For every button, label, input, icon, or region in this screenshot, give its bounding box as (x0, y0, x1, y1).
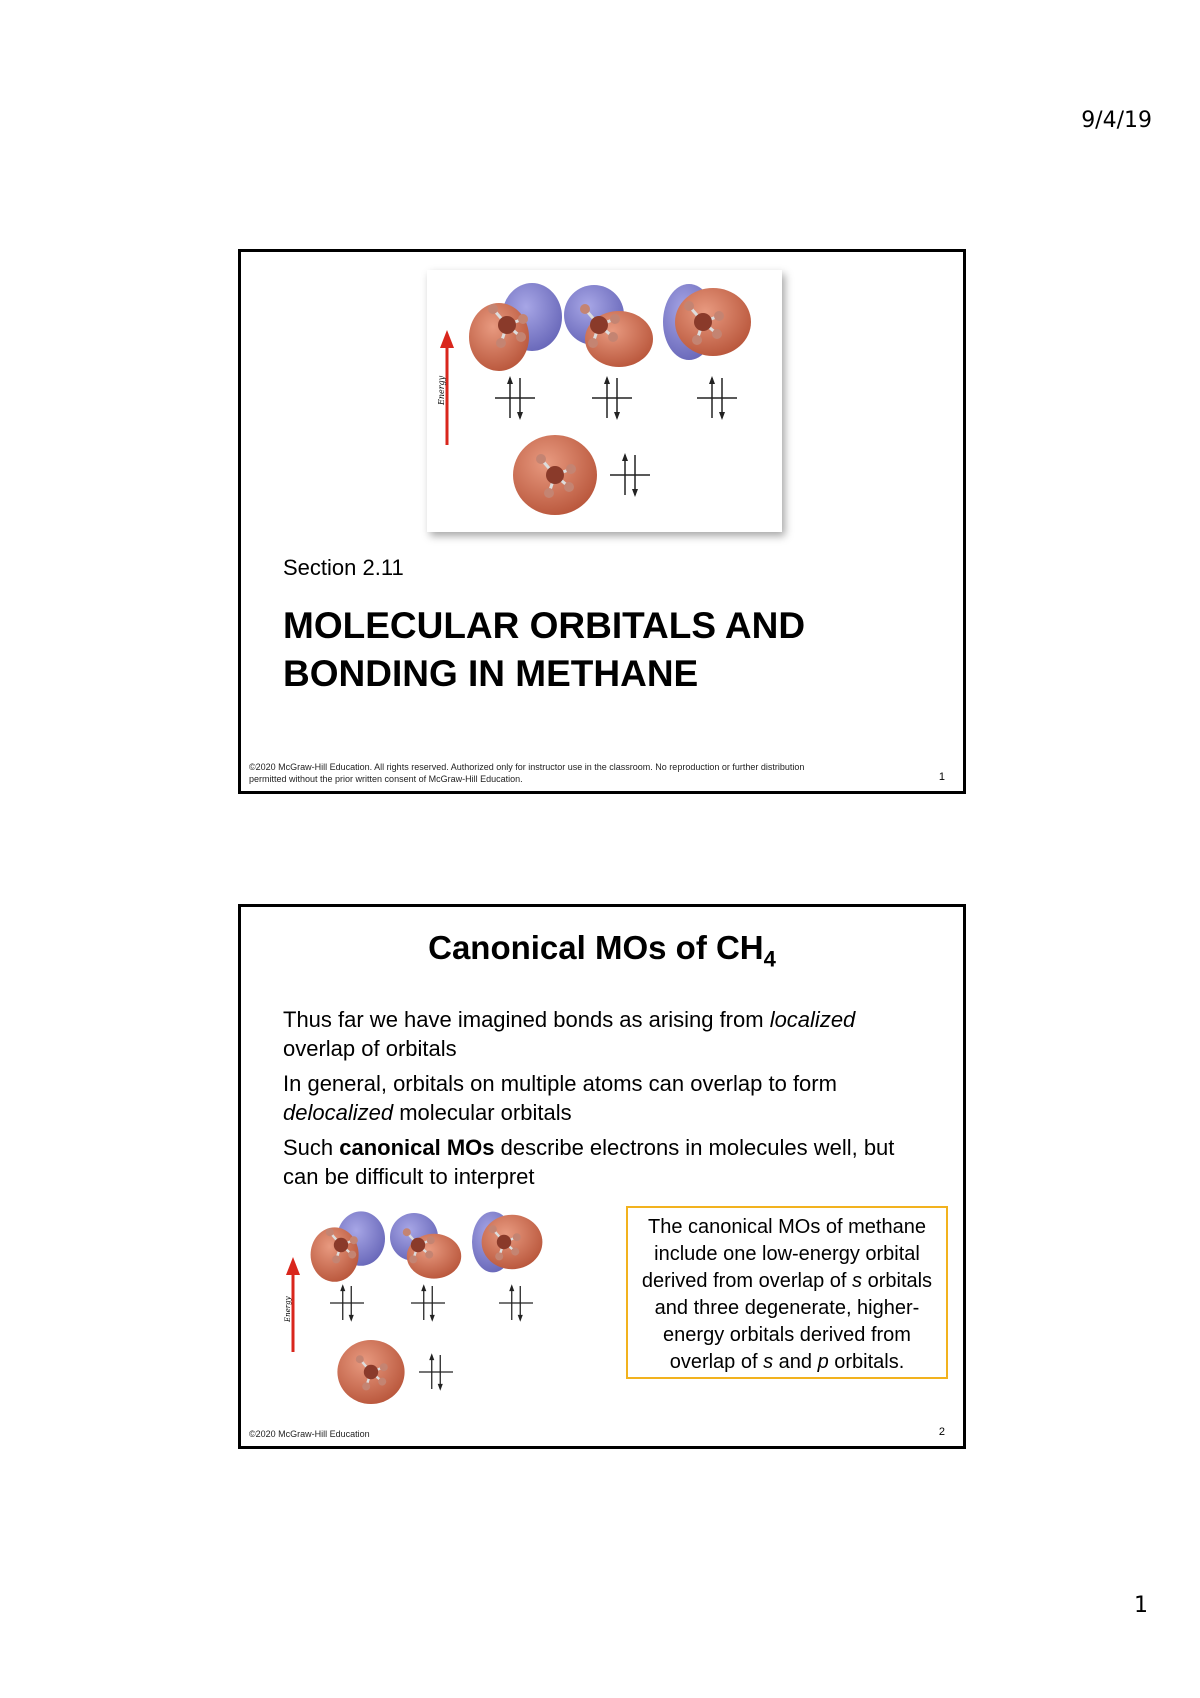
mo-energy-diagram (281, 1197, 551, 1417)
copyright-notice: ©2020 McGraw-Hill Education (249, 1429, 370, 1439)
slide-1 (238, 249, 966, 794)
copyright-notice (249, 761, 889, 785)
orbital-1 (311, 1211, 385, 1281)
bullet-item: Such canonical MOs describe electrons in molecules well, but can be difficult to interpret (283, 1135, 895, 1189)
electron-level-3 (499, 1284, 533, 1321)
orbital-1 (469, 283, 562, 371)
orbital-3 (472, 1212, 542, 1273)
energy-axis-label: Energy (437, 375, 446, 405)
title-line-2: BONDING IN METHANE (283, 653, 699, 694)
electron-level-4 (610, 453, 650, 497)
orbital-4-low-energy (513, 435, 597, 515)
electron-level-2 (411, 1284, 445, 1321)
orbital-3 (663, 284, 751, 360)
title-subscript: 4 (763, 946, 776, 972)
electron-level-3 (697, 376, 737, 420)
page-date: 9/4/19 (1081, 108, 1152, 133)
orbital-4-low-energy (337, 1340, 404, 1404)
bullet-item: In general, orbitals on multiple atoms can overlap to form delocalized molecular orbitals (283, 1071, 837, 1125)
slide-number: 1 (938, 771, 945, 783)
title-line-1: MOLECULAR ORBITALS AND (283, 605, 806, 646)
bullet-list (283, 1005, 933, 1197)
title-text: Canonical MOs of CH (428, 929, 764, 966)
slide-2 (238, 904, 966, 1449)
slide-number: 2 (938, 1426, 945, 1438)
section-label: Section 2.11 (283, 555, 404, 580)
callout-box: The canonical MOs of methane include one low-energy orbital derived from overlap of s orbitals and three degenerate, higher-energy orbitals derived from overlap of s and p orbitals. (626, 1206, 948, 1379)
electron-level-4 (419, 1353, 453, 1390)
methane-mo-diagram (427, 270, 782, 532)
orbital-2 (564, 285, 653, 367)
bullet-item: Thus far we have imagined bonds as arising from localized overlap of orbitals (283, 1007, 856, 1061)
copyright-line-2: permitted without the prior written consent of McGraw-Hill Education. (249, 774, 523, 784)
electron-level-1 (495, 376, 535, 420)
orbital-2 (390, 1213, 461, 1279)
electron-level-1 (330, 1284, 364, 1321)
energy-axis-label: Energy (284, 1296, 292, 1322)
page-number: 1 (1134, 1593, 1148, 1618)
mo-energy-diagram (427, 270, 782, 532)
methane-mo-diagram (281, 1197, 551, 1417)
slide-title (283, 602, 923, 698)
copyright-line-1: ©2020 McGraw-Hill Education. All rights reserved. Authorized only for instructor use in the classroom. No reproduction or further distribution (249, 762, 805, 772)
slide-title (241, 929, 963, 973)
electron-level-2 (592, 376, 632, 420)
